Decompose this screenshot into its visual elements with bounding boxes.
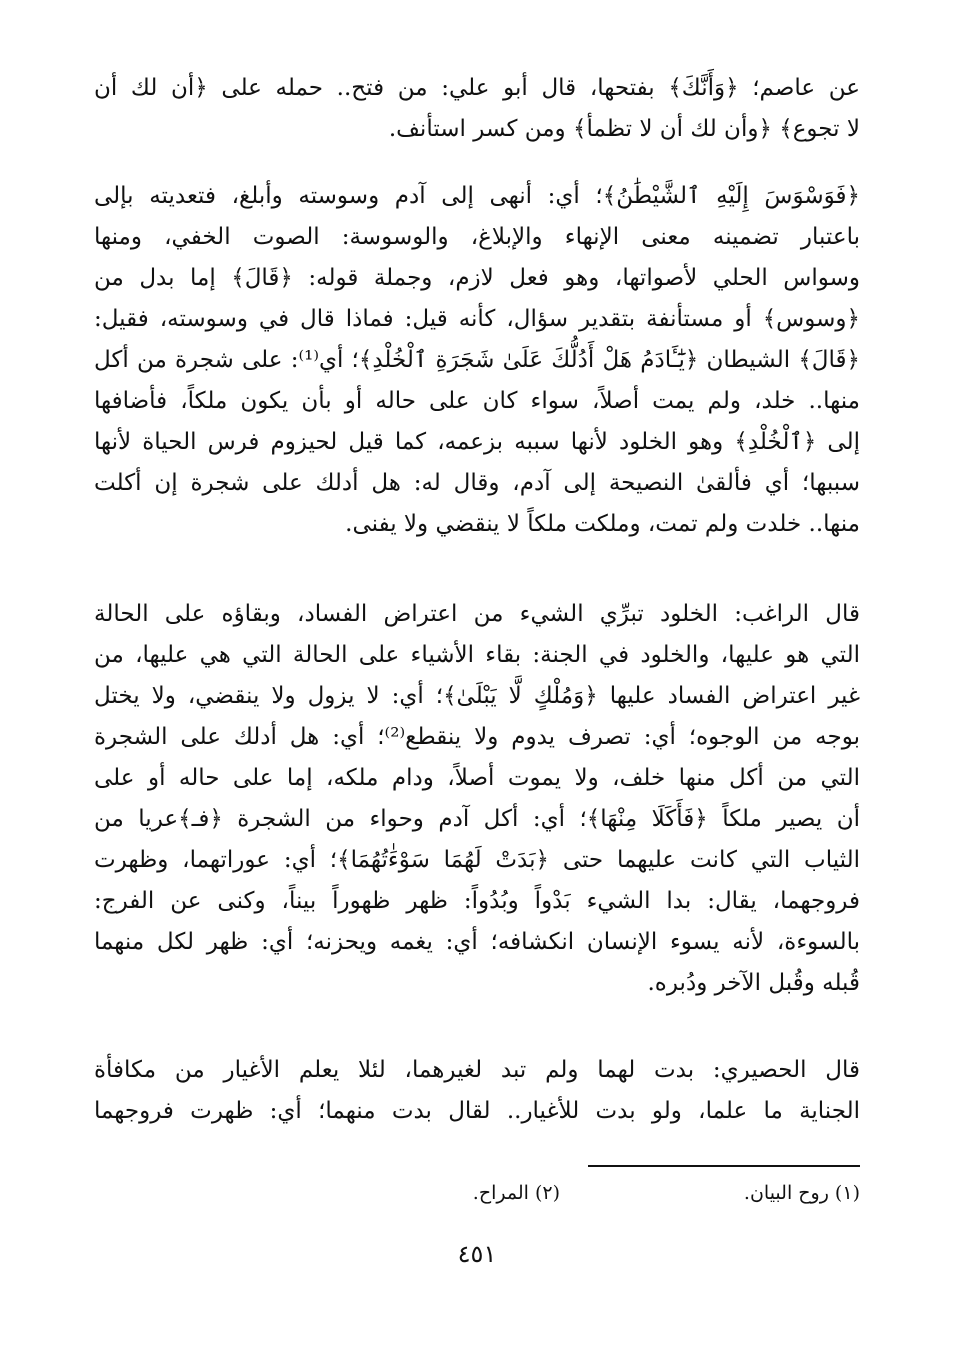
page-number: ٤٥١ bbox=[457, 1240, 497, 1268]
text-line: بوجه من الوجوه؛ أي: تصرف يدوم ولا ينقطع⁽²⁾؛ أي: هل أدلك على الشجرة bbox=[94, 724, 860, 750]
text-line: بالسوءة، لأنه يسوء الإنسان انكشافه؛ أي: يغمه ويحزنه؛ أي: ظهر لكل منهما bbox=[94, 929, 860, 955]
footnote-2: (٢) المراح. bbox=[472, 1182, 560, 1204]
text-line: أن يصير ملكاً ﴿فَأَكَلَا مِنْهَا﴾؛ أي: أكل آدم وحواء من الشجرة ﴿فـ﴾عريا من bbox=[94, 806, 860, 832]
text-line: الثياب التي كانت عليهما حتى ﴿بَدَتْ لَهُمَا سَوْءَٰتُهُمَا﴾؛ أي: عوراتهما، وظهرت bbox=[94, 847, 860, 873]
text-line: ﴿وسوس﴾ أو مستأنفة بتقدير سؤال، كأنه قيل: فماذا قال في وسوسته، فقيل: bbox=[94, 306, 860, 332]
text-line: الجناية ما علما، ولو بدت للأغيار.. لقال بدت منهما؛ أي: ظهرت فروجهما bbox=[94, 1098, 860, 1124]
text-line: منها.. خلدت ولم تمت، وملكت ملكاً لا ينقضي ولا يفنى. bbox=[345, 511, 860, 537]
text-line: التي هو عليها، والخلود في الجنة: بقاء الأشياء على الحالة التي هي عليها، من bbox=[94, 642, 860, 668]
text-line: سببها؛ أي فألقىٰ النصيحة إلى آدم، وقال له: هل أدلك على شجرة إن أكلت bbox=[94, 470, 860, 496]
text-line: ﴿قَالَ﴾ الشيطان ﴿يَٰٓـَٔادَمُ هَلْ أَدُلُّكَ عَلَىٰ شَجَرَةِ ٱلْخُلْدِ﴾؛ أي⁽¹⁾: على شجرة من أكل bbox=[94, 347, 860, 373]
text-line: إلى ﴿ٱلْخُلْدِ﴾ وهو الخلود لأنها سببه بزعمه، كما قيل لحيزوم فرس الحياة لأنها bbox=[94, 429, 860, 455]
text-line: منها.. خلد، ولم يمت أصلاً، سواء كان على حاله أو بأن يكون ملكاً، فأضافها bbox=[94, 388, 860, 414]
paragraph-2 bbox=[94, 176, 860, 545]
text-line: قال الراغب: الخلود تبرِّي الشيء من اعتراض الفساد، وبقاؤه على الحالة bbox=[94, 601, 860, 627]
footnote-separator bbox=[588, 1165, 860, 1167]
text-line: لا تجوع﴾ ﴿وأن لك أن لا تظمأ﴾ ومن كسر استأنف. bbox=[388, 116, 860, 142]
text-line: وسواس الحلي لأصواتها، وهو فعل لازم، وجملة قوله: ﴿قَالَ﴾ إما بدل من bbox=[94, 265, 860, 291]
footnote-1: (١) روح البيان. bbox=[743, 1182, 860, 1204]
text-line: باعتبار تضمينه معنى الإنهاء والإبلاغ، والوسوسة: الصوت الخفي، ومنها bbox=[94, 224, 860, 250]
text-line: قال الحصيري: بدت لهما ولم تبد لغيرهما، لئلا يعلم الأغيار من مكافأة bbox=[94, 1057, 860, 1083]
text-line: عن عاصم؛ ﴿وَأَنَّكَ﴾ بفتحها، قال أبو علي: من فتح.. حمله على ﴿أن لك أن bbox=[94, 75, 860, 101]
text-line: فروجهما، يقال: بدا الشيء بَدْواً وبُدُواً: ظهر ظهوراً بيناً، وكنى عن الفرج: bbox=[94, 888, 860, 914]
text-line: التي من أكل منها خلف، ولا يموت أصلاً، ودام ملكه، إما على حاله أو على bbox=[94, 765, 860, 791]
paragraph-4 bbox=[94, 1050, 860, 1132]
text-line: ﴿فَوَسْوَسَ إِلَيْهِ ٱلشَّيْطَٰنُ﴾؛ أي: أنهى إلى آدم وسوسته وأبلغ، فتعديته بإلى bbox=[94, 183, 860, 209]
paragraph-3 bbox=[94, 594, 860, 1004]
text-line: غير اعتراض الفساد عليها ﴿وَمُلْكٍ لَّا يَبْلَىٰ﴾؛ أي: لا يزول ولا ينقضي، ولا يختل bbox=[94, 683, 860, 709]
text-line: قُبله وقُبل الآخر ودُبره. bbox=[647, 970, 860, 996]
paragraph-1 bbox=[94, 68, 860, 150]
footnotes bbox=[94, 1182, 860, 1204]
